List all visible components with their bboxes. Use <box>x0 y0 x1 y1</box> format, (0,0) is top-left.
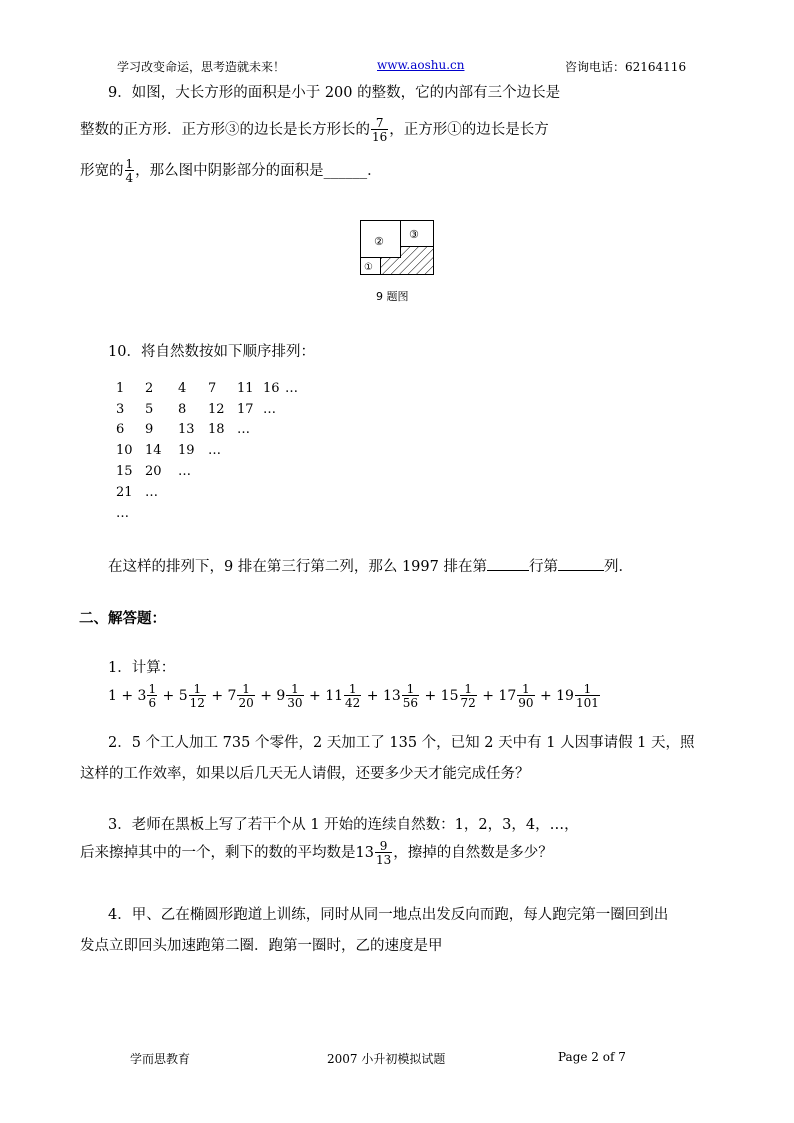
table-row <box>116 399 305 420</box>
table-cell: … <box>263 401 276 417</box>
term-fraction <box>575 683 600 709</box>
table-cell: … <box>237 422 250 438</box>
term-fraction <box>402 683 419 709</box>
p3-line2-text-a: 后来擦掉其中的一个，剩下的数的平均数是 <box>80 845 356 861</box>
fraction-denominator: 42 <box>345 696 361 710</box>
fraction-denominator: 20 <box>238 696 254 710</box>
fraction-numerator: 1 <box>522 682 530 696</box>
header-website-link[interactable]: www.aoshu.cn <box>377 58 465 72</box>
term-operator: + 17 <box>482 688 517 704</box>
table-cell: 8 <box>178 401 187 417</box>
table-row <box>116 461 305 482</box>
table-cell: … <box>116 505 129 521</box>
table-cell: 5 <box>145 401 154 417</box>
fraction-numerator: 1 <box>291 682 299 696</box>
q9-figure-caption: 9 题图 <box>376 290 409 303</box>
table-cell: 1 <box>116 380 125 396</box>
q10-question-text-b: 行第 <box>528 559 558 575</box>
table-cell: 12 <box>208 401 225 417</box>
table-cell: 13 <box>178 422 195 438</box>
term-operator: + 19 <box>539 688 574 704</box>
table-cell: 6 <box>116 422 125 438</box>
table-cell: 16 <box>263 380 280 396</box>
p3-line2-text-b: ，擦掉的自然数是多少？ <box>393 845 553 861</box>
section-heading: 二、解答题： <box>79 610 166 627</box>
p3-line1: 3．老师在黑板上写了若干个从 1 开始的连续自然数：1，2，3，4，…， <box>108 817 579 833</box>
term-fraction <box>460 683 477 709</box>
term-fraction <box>237 683 254 709</box>
term-operator: + 15 <box>424 688 459 704</box>
footer-org: 学而思教育 <box>130 1052 191 1066</box>
answer-blank-row[interactable] <box>487 558 529 571</box>
fraction-denominator: 16 <box>372 130 388 144</box>
q9-line3-text-b: ，那么图中阴影部分的面积是______． <box>135 163 382 179</box>
table-cell: 11 <box>237 380 254 396</box>
table-cell: 15 <box>116 464 133 480</box>
table-row <box>116 440 305 461</box>
header-phone: 咨询电话：62164116 <box>565 60 687 74</box>
q10-question-text-a: 在这样的排列下，9 排在第三行第二列，那么 1997 排在第 <box>108 559 487 575</box>
fraction-denominator: 6 <box>148 696 157 710</box>
fraction-numerator: 1 <box>242 682 250 696</box>
table-cell: 20 <box>145 464 162 480</box>
table-row <box>116 482 305 503</box>
table-cell: 18 <box>208 422 225 438</box>
p2-line1: 2．5 个工人加工 735 个零件，2 天加工了 135 个，已知 2 天中有 1 人因事请假 1 天，照 <box>108 735 695 751</box>
mixed-number-fraction <box>375 840 392 866</box>
fraction-numerator: 1 <box>148 682 157 696</box>
term-operator: + 7 <box>211 688 237 704</box>
fraction-numerator: 1 <box>193 682 202 696</box>
fraction-denominator: 72 <box>460 696 476 710</box>
table-cell: … <box>285 380 298 396</box>
table-cell: 4 <box>178 380 187 396</box>
q9-line1: 9．如图，大长方形的面积是小于 200 的整数，它的内部有三个边长是 <box>108 85 561 101</box>
header-slogan: 学习改变命运，思考造就未来！ <box>117 60 286 74</box>
term-operator: 1 + 3 <box>108 688 147 704</box>
figure-label-2: ② <box>374 235 384 248</box>
footer-page-number: Page 2 of 7 <box>558 1050 626 1064</box>
figure-label-1: ① <box>364 262 373 273</box>
term-fraction <box>286 683 303 709</box>
term-fraction <box>517 683 534 709</box>
shaded-region <box>381 247 434 275</box>
figure-label-3: ③ <box>409 228 419 241</box>
q10-question <box>108 555 633 576</box>
fraction-denominator: 101 <box>575 696 599 710</box>
p1-intro: 1．计算： <box>108 660 176 676</box>
table-row <box>116 420 305 441</box>
mixed-number-whole: 13 <box>355 845 374 861</box>
table-cell: 10 <box>116 443 133 459</box>
term-fraction <box>344 683 361 709</box>
p4-line2: 发点立即回头加速跑第二圈．跑第一圈时，乙的速度是甲 <box>80 938 443 954</box>
table-cell: 17 <box>237 401 254 417</box>
q10-intro: 10．将自然数按如下顺序排列： <box>108 344 315 360</box>
q9-line3-text-a: 形宽的 <box>80 163 124 179</box>
fraction-numerator: 1 <box>348 682 357 696</box>
term-operator: + 5 <box>162 688 188 704</box>
fraction-denominator: 90 <box>518 696 534 710</box>
q9-figure <box>360 220 435 276</box>
fraction-denominator: 56 <box>402 696 419 710</box>
term-operator: + 11 <box>309 688 344 704</box>
fraction-numerator: 1 <box>583 682 592 696</box>
fraction-denominator: 4 <box>125 171 134 185</box>
table-row <box>116 503 305 524</box>
fraction-numerator: 1 <box>406 682 415 696</box>
table-cell: 7 <box>208 380 217 396</box>
table-cell: 2 <box>145 380 154 396</box>
number-arrangement-table <box>116 378 305 524</box>
table-cell: 21 <box>116 484 133 500</box>
table-cell: 14 <box>145 443 162 459</box>
table-cell: 19 <box>178 443 195 459</box>
answer-blank-column[interactable] <box>558 558 604 571</box>
p3-line2 <box>80 840 553 866</box>
term-operator: + 9 <box>260 688 286 704</box>
table-cell: … <box>178 464 191 480</box>
fraction-numerator: 9 <box>379 839 388 853</box>
q9-line3 <box>80 158 382 184</box>
fraction-numerator: 1 <box>125 157 134 171</box>
fraction-numerator: 7 <box>375 116 384 130</box>
table-cell: 9 <box>145 422 154 438</box>
footer-title: 2007 小升初模拟试题 <box>327 1052 446 1066</box>
term-fraction <box>189 683 206 709</box>
q9-line2-text-a: 整数的正方形．正方形③的边长是长方形长的 <box>80 122 370 138</box>
q10-question-text-c: 列． <box>603 559 633 575</box>
fraction-denominator: 12 <box>189 696 205 710</box>
table-cell: … <box>145 484 158 500</box>
table-cell: 3 <box>116 401 125 417</box>
q9-line2 <box>80 117 549 143</box>
fraction-denominator: 13 <box>375 853 392 867</box>
p4-line1: 4．甲、乙在椭圆形跑道上训练，同时从同一地点出发反向而跑，每人跑完第一圈回到出 <box>108 907 669 923</box>
table-row <box>116 378 305 399</box>
fraction-numerator: 1 <box>464 682 472 696</box>
q9-fraction-1-4 <box>125 158 135 184</box>
p2-line2: 这样的工作效率，如果以后几天无人请假，还要多少天才能完成任务？ <box>80 766 530 782</box>
p1-expression <box>108 683 601 709</box>
q9-fraction-7-16 <box>371 117 388 143</box>
term-fraction <box>147 683 157 709</box>
fraction-denominator: 30 <box>287 696 303 710</box>
q9-line2-text-b: ，正方形①的边长是长方 <box>389 122 549 138</box>
term-operator: + 13 <box>366 688 401 704</box>
table-cell: … <box>208 443 221 459</box>
